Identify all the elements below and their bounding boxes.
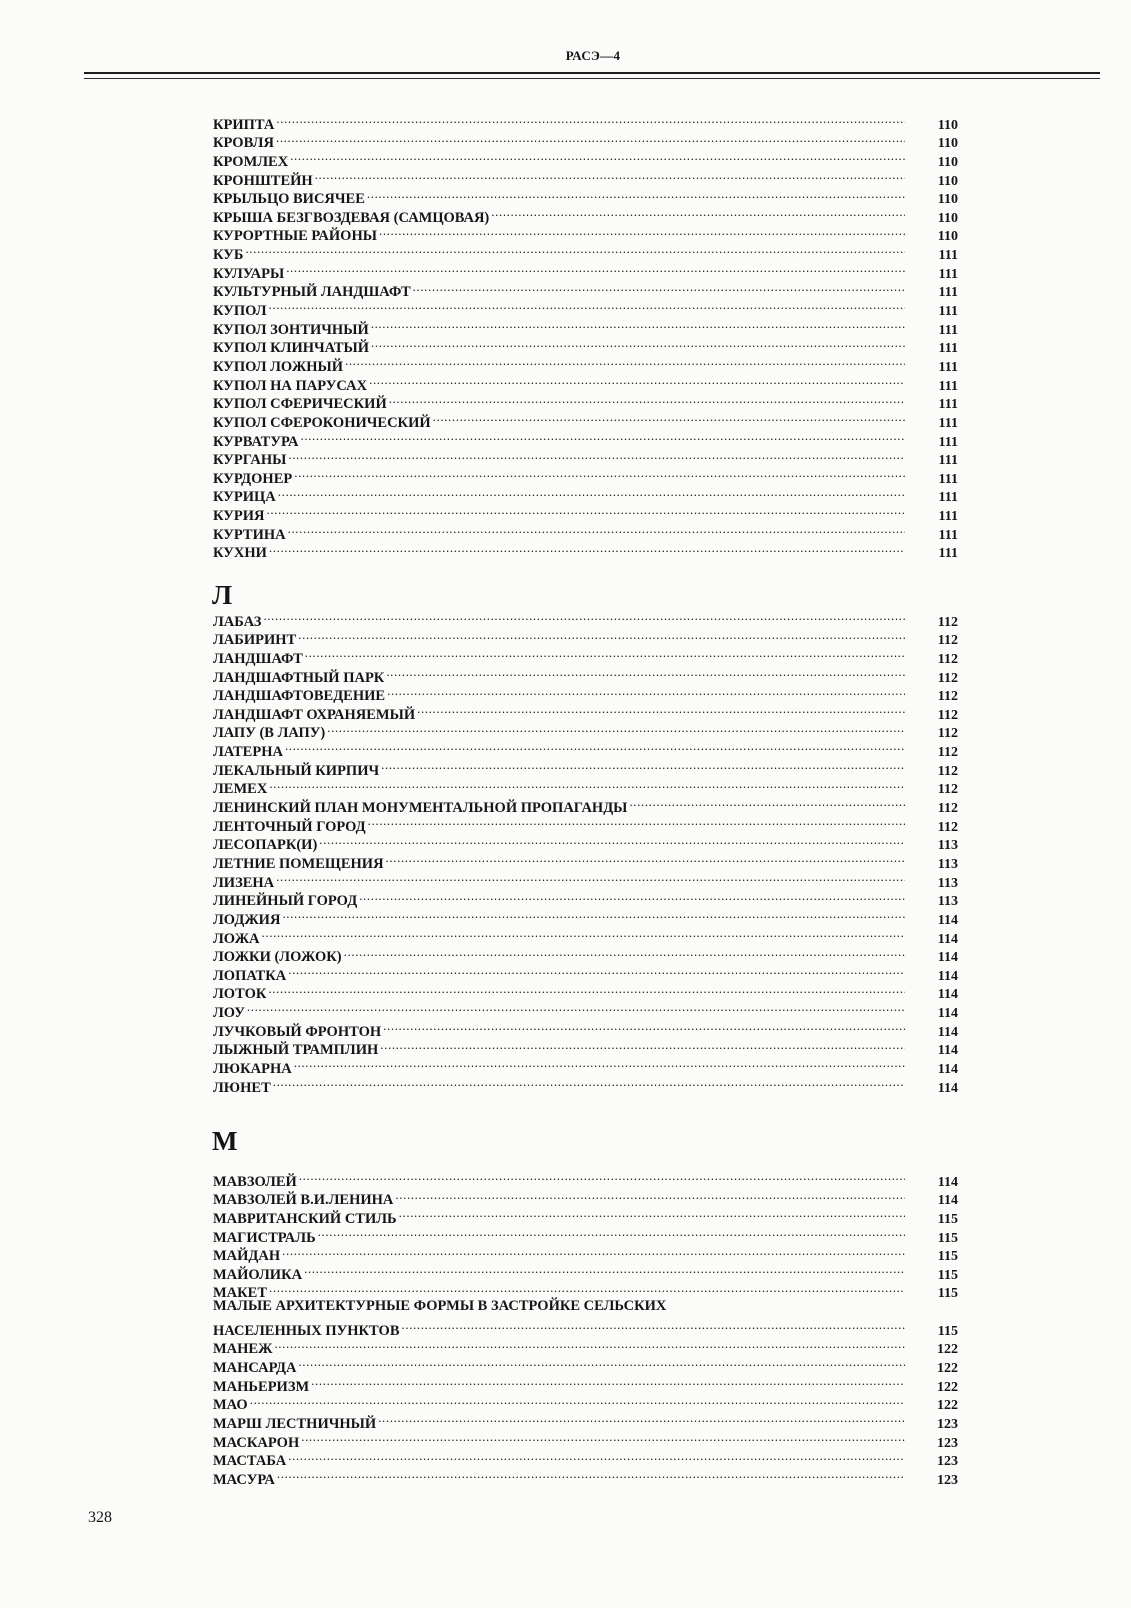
index-entry: [213, 756, 958, 779]
dot-leader: [344, 943, 905, 962]
index-term: ЛЕНТОЧНЫЙ ГОРОД: [213, 818, 366, 835]
header-title: РАСЭ—4: [565, 48, 621, 63]
index-term: ЛАБАЗ: [213, 613, 262, 630]
dot-leader: [304, 1260, 905, 1279]
index-term: ЛОЖА: [213, 930, 260, 947]
dot-leader: [269, 539, 905, 558]
index-page-number: 111: [938, 285, 958, 301]
index-entry: [213, 259, 958, 282]
page-number: 328: [88, 1509, 112, 1526]
index-term: ЛЮКАРНА: [213, 1061, 292, 1078]
index-term: КУПОЛ СФЕРОКОНИЧЕСКИЙ: [213, 414, 431, 431]
index-page-number: 110: [937, 229, 958, 245]
dot-leader: [305, 644, 905, 663]
dot-leader: [288, 1447, 905, 1466]
index-term: ЛАТЕРНА: [213, 744, 283, 761]
index-entry: [213, 1372, 958, 1395]
index-entry: [213, 831, 958, 854]
index-page-number: 115: [937, 1267, 958, 1283]
dot-leader: [245, 240, 905, 259]
index-entry: [213, 1447, 958, 1470]
index-entry: [213, 427, 958, 450]
index-term: ЛУЧКОВЫЙ ФРОНТОН: [213, 1023, 382, 1040]
index-term: МАВЗОЛЕЙ: [213, 1173, 297, 1190]
index-page-number: 113: [937, 838, 958, 854]
index-entry: [213, 1353, 958, 1377]
dot-leader: [298, 1353, 905, 1372]
index-term: КУПОЛ НА ПАРУСАХ: [213, 377, 368, 394]
index-page-number: 111: [938, 434, 958, 450]
dot-leader: [269, 296, 905, 315]
index-page-number: 110: [937, 154, 958, 170]
dot-leader: [389, 390, 905, 409]
dot-leader: [378, 1409, 905, 1428]
dot-leader: [387, 682, 905, 701]
dot-leader: [288, 961, 905, 980]
index-entry: [213, 110, 958, 133]
dot-leader: [277, 1465, 905, 1484]
index-term: ЛИНЕЙНЫЙ ГОРОД: [213, 893, 358, 910]
index-term: КУПОЛ ЗОНТИЧНЫЙ: [213, 321, 369, 338]
dot-leader: [395, 1186, 905, 1205]
index-page-number: 123: [937, 1454, 958, 1470]
index-entry: [213, 501, 958, 525]
dot-leader: [274, 1335, 905, 1354]
index-entry: [213, 147, 958, 170]
index-page-number: 110: [937, 210, 958, 226]
index-entry: [213, 737, 958, 761]
index-page-number: 114: [937, 1080, 958, 1096]
index-page-number: 111: [938, 322, 958, 338]
index-entry: [213, 483, 958, 506]
index-page-number: 122: [937, 1361, 958, 1377]
dot-leader: [402, 1316, 906, 1335]
index-page-number: 111: [938, 341, 958, 357]
index-page-number: 122: [937, 1398, 958, 1414]
dot-leader: [268, 980, 905, 999]
dot-leader: [327, 719, 905, 738]
index-term: МАСУРА: [213, 1471, 275, 1488]
index-entry: [213, 539, 958, 562]
index-page-number: 112: [937, 614, 958, 630]
index-entry: [213, 1279, 958, 1302]
index-page-number: 113: [937, 856, 958, 872]
index-term: ЛЕМЕХ: [213, 781, 268, 798]
index-term: МАЛЫЕ АРХИТЕКТУРНЫЕ ФОРМЫ В ЗАСТРОЙКЕ СЕЛЬСКИХ: [213, 1298, 667, 1315]
index-page-number: 111: [938, 546, 958, 562]
dot-leader: [290, 147, 905, 166]
index-term: КРОВЛЯ: [213, 135, 274, 152]
section-letter-m: М: [212, 1126, 238, 1156]
index-entry: [213, 296, 958, 320]
index-term: МАВРИТАНСКИЙ СТИЛЬ: [213, 1210, 397, 1227]
index-page-number: 114: [937, 950, 958, 966]
dot-leader: [282, 905, 905, 924]
index-page-number: 112: [937, 670, 958, 686]
index-entry: [213, 663, 958, 686]
index-page-number: 115: [937, 1230, 958, 1246]
index-term: КРОМЛЕХ: [213, 153, 289, 170]
dot-leader: [269, 775, 905, 794]
dot-leader: [413, 278, 905, 297]
index-page-number: 111: [938, 509, 958, 525]
dot-leader: [294, 464, 905, 483]
index-term: КРЫЛЬЦО ВИСЯЧЕЕ: [213, 191, 365, 208]
index-term: ЛАНДШАФТ: [213, 650, 303, 667]
index-page-number: 122: [937, 1342, 958, 1358]
index-term: КУРОРТНЫЕ РАЙОНЫ: [213, 228, 377, 245]
dot-leader: [319, 831, 905, 850]
index-page-number: 114: [937, 1174, 958, 1190]
index-page-number: 110: [937, 173, 958, 189]
index-page-number: 111: [938, 397, 958, 413]
dot-leader: [298, 626, 905, 645]
dot-leader: [381, 756, 905, 775]
section-l-entries: [213, 607, 958, 1096]
index-page-number: 111: [938, 248, 958, 264]
index-page-number: 112: [937, 745, 958, 761]
index-page-number: 111: [938, 378, 958, 394]
dot-leader: [288, 446, 905, 465]
dot-leader: [300, 427, 905, 446]
index-term: КУЛЬТУРНЫЙ ЛАНДШАФТ: [213, 284, 411, 301]
index-entry: [213, 1316, 958, 1339]
index-term: КРЫША БЕЗГВОЗДЕВАЯ (САМЦОВАЯ): [213, 209, 490, 226]
section-letter-l: Л: [212, 580, 233, 610]
index-term: НАСЕЛЕННЫХ ПУНКТОВ: [213, 1322, 400, 1339]
index-entry: [213, 775, 958, 798]
dot-leader: [367, 185, 905, 204]
index-entry: [213, 1167, 958, 1190]
index-term: ЛОУ: [213, 1005, 245, 1022]
index-term: МАНСАРДА: [213, 1360, 297, 1377]
index-term: КУРТИНА: [213, 526, 286, 543]
index-entry: [213, 1054, 958, 1078]
index-term: ЛЕНИНСКИЙ ПЛАН МОНУМЕНТАЛЬНОЙ ПРОПАГАНДЫ: [213, 800, 628, 817]
index-page-number: 115: [937, 1286, 958, 1302]
index-entry: [213, 1223, 958, 1246]
index-page-number: 123: [937, 1435, 958, 1451]
dot-leader: [386, 849, 905, 868]
index-page-number: 112: [937, 689, 958, 705]
dot-leader: [368, 812, 905, 831]
index-term: КРОНШТЕЙН: [213, 172, 313, 189]
index-term: ЛЕКАЛЬНЫЙ КИРПИЧ: [213, 762, 380, 779]
index-entry: [213, 924, 958, 947]
index-entry: [213, 1335, 958, 1358]
dot-leader: [311, 1372, 905, 1391]
index-entry: [213, 446, 958, 469]
index-term: КУПОЛ: [213, 303, 267, 320]
index-page-number: 112: [937, 782, 958, 798]
index-entry: [213, 1391, 958, 1414]
index-term: ЛЮНЕТ: [213, 1079, 271, 1096]
index-term: МАНЬЕРИЗМ: [213, 1378, 310, 1395]
index-page-number: 114: [937, 987, 958, 1003]
dot-leader: [250, 1391, 905, 1410]
index-page-number: 123: [937, 1416, 958, 1432]
index-page-number: 110: [937, 117, 958, 133]
index-term: ЛИЗЕНА: [213, 874, 275, 891]
section-k-entries: [213, 110, 958, 562]
index-entry: [213, 166, 958, 189]
index-term: МАСКАРОН: [213, 1434, 300, 1451]
index-page-number: 111: [938, 304, 958, 320]
dot-leader: [380, 1036, 905, 1055]
dot-leader: [294, 1054, 905, 1073]
index-page-number: 123: [937, 1472, 958, 1488]
index-entry: [213, 1260, 958, 1283]
index-page-number: 112: [937, 819, 958, 835]
dot-leader: [359, 887, 905, 906]
dot-leader: [371, 334, 905, 353]
index-entry: [213, 998, 958, 1022]
index-page-number: 112: [937, 633, 958, 649]
index-term: КУПОЛ СФЕРИЧЕСКИЙ: [213, 396, 387, 413]
dot-leader: [286, 259, 905, 278]
index-term: КУПОЛ ЛОЖНЫЙ: [213, 358, 343, 375]
dot-leader: [282, 1242, 905, 1261]
index-term: ЛОЖКИ (ЛОЖОК): [213, 949, 342, 966]
index-entry: [213, 1428, 958, 1451]
index-entry: [213, 644, 958, 667]
index-page-number: 110: [937, 192, 958, 208]
index-term: ЛАБИРИНТ: [213, 632, 297, 649]
index-page-number: 114: [937, 912, 958, 928]
index-term: МАСТАБА: [213, 1453, 287, 1470]
index-entry: [213, 868, 958, 891]
index-page-number: 111: [938, 266, 958, 282]
index-page-number: 111: [938, 490, 958, 506]
index-term: ЛАПУ (В ЛАПУ): [213, 725, 326, 742]
dot-leader: [417, 700, 905, 719]
index-entry: [213, 849, 958, 872]
dot-leader: [318, 1223, 905, 1242]
index-term: ЛЕСОПАРК(И): [213, 837, 318, 854]
index-term: МАВЗОЛЕЙ В.И.ЛЕНИНА: [213, 1192, 394, 1209]
index-entry: [213, 185, 958, 208]
index-term: ЛЫЖНЫЙ ТРАМПЛИН: [213, 1042, 379, 1059]
index-entry: [213, 315, 958, 338]
index-term: ЛАНДШАФТОВЕДЕНИЕ: [213, 688, 386, 705]
index-term: КУБ: [213, 247, 244, 264]
index-entry: [213, 240, 958, 264]
dot-leader: [262, 924, 905, 943]
index-entry: [213, 520, 958, 543]
dot-leader: [285, 737, 905, 756]
dot-leader: [276, 110, 905, 129]
index-page-number: 112: [937, 726, 958, 742]
index-entry: [213, 793, 958, 817]
dot-leader: [386, 663, 905, 682]
index-term: МАЙОЛИКА: [213, 1266, 303, 1283]
header-rule-thin: [84, 78, 1100, 79]
index-page-number: 111: [938, 359, 958, 375]
index-term: МАНЕЖ: [213, 1341, 273, 1358]
index-page-number: 110: [937, 136, 958, 152]
index-page-number: 111: [938, 471, 958, 487]
index-entry: [213, 1242, 958, 1265]
index-page-number: 112: [937, 651, 958, 667]
index-term: МАЙДАН: [213, 1248, 281, 1265]
index-term: МАРШ ЛЕСТНИЧНЫЙ: [213, 1415, 377, 1432]
index-term: КУРДОНЕР: [213, 470, 293, 487]
index-term: МАО: [213, 1397, 248, 1414]
dot-leader: [273, 1073, 905, 1092]
index-term: ЛАНДШАФТ ОХРАНЯЕМЫЙ: [213, 706, 416, 723]
index-page-number: 114: [937, 931, 958, 947]
dot-leader: [491, 203, 905, 222]
index-term: МАГИСТРАЛЬ: [213, 1229, 316, 1246]
index-page-number: 115: [937, 1323, 958, 1339]
index-page-number: 114: [937, 1043, 958, 1059]
index-page-number: 114: [937, 1062, 958, 1078]
index-page-number: 113: [937, 894, 958, 910]
header-rule-thick: [84, 72, 1100, 74]
index-term: МАКЕТ: [213, 1285, 268, 1302]
index-entry: [213, 129, 958, 152]
dot-leader: [433, 408, 905, 427]
dot-leader: [383, 1017, 905, 1036]
dot-leader: [263, 607, 905, 626]
index-page-number: 122: [937, 1379, 958, 1395]
index-page-number: 115: [937, 1249, 958, 1265]
index-term: КУРВАТУРА: [213, 433, 299, 450]
index-entry: [213, 1073, 958, 1096]
index-term: ЛОДЖИЯ: [213, 911, 281, 928]
index-page-number: 113: [937, 875, 958, 891]
dot-leader: [369, 371, 905, 390]
index-page-number: 112: [937, 763, 958, 779]
index-page-number: 111: [938, 415, 958, 431]
section-m-entries: [213, 1167, 958, 1488]
index-term: КУХНИ: [213, 545, 267, 562]
dot-leader: [276, 129, 905, 148]
dot-leader: [247, 998, 905, 1017]
dot-leader: [278, 483, 905, 502]
index-page-number: 114: [937, 1193, 958, 1209]
index-term: ЛАНДШАФТНЫЙ ПАРК: [213, 669, 385, 686]
index-page-number: 112: [937, 707, 958, 723]
index-entry: [213, 607, 958, 630]
index-entry: [213, 1465, 958, 1488]
dot-leader: [345, 352, 905, 371]
index-page-number: 114: [937, 968, 958, 984]
index-term: КРИПТА: [213, 116, 275, 133]
index-entry: [213, 1409, 958, 1432]
index-entry: [213, 943, 958, 966]
index-entry: [213, 626, 958, 649]
index-term: КУРИЦА: [213, 489, 276, 506]
index-entry: [213, 887, 958, 910]
index-page-number: 111: [938, 453, 958, 469]
dot-leader: [379, 222, 905, 241]
index-term: КУПОЛ КЛИНЧАТЫЙ: [213, 340, 370, 357]
index-entry: [213, 1017, 958, 1040]
dot-leader: [266, 501, 905, 520]
index-entry: [213, 905, 958, 928]
index-term: ЛОПАТКА: [213, 967, 287, 984]
index-entry: [213, 1186, 958, 1209]
dot-leader: [288, 520, 905, 539]
dot-leader: [399, 1204, 905, 1223]
dot-leader: [629, 793, 905, 812]
index-entry: [213, 980, 958, 1003]
dot-leader: [371, 315, 905, 334]
index-term: КУРИЯ: [213, 508, 265, 525]
index-term: ЛЕТНИЕ ПОМЕЩЕНИЯ: [213, 855, 384, 872]
index-term: ЛОТОК: [213, 986, 267, 1003]
dot-leader: [276, 868, 905, 887]
index-page-number: 112: [937, 801, 958, 817]
index-entry: [213, 278, 958, 301]
dot-leader: [299, 1167, 905, 1186]
index-entry: [213, 961, 958, 984]
index-page-number: 114: [937, 1006, 958, 1022]
index-page-number: 115: [937, 1211, 958, 1227]
index-term: КУЛУАРЫ: [213, 265, 285, 282]
dot-leader: [315, 166, 905, 185]
index-entry: [213, 1297, 958, 1316]
index-page-number: 111: [938, 527, 958, 543]
index-page-number: 114: [937, 1024, 958, 1040]
dot-leader: [301, 1428, 905, 1447]
dot-leader: [269, 1279, 905, 1298]
index-term: КУРГАНЫ: [213, 452, 287, 469]
index-entry: [213, 464, 958, 487]
